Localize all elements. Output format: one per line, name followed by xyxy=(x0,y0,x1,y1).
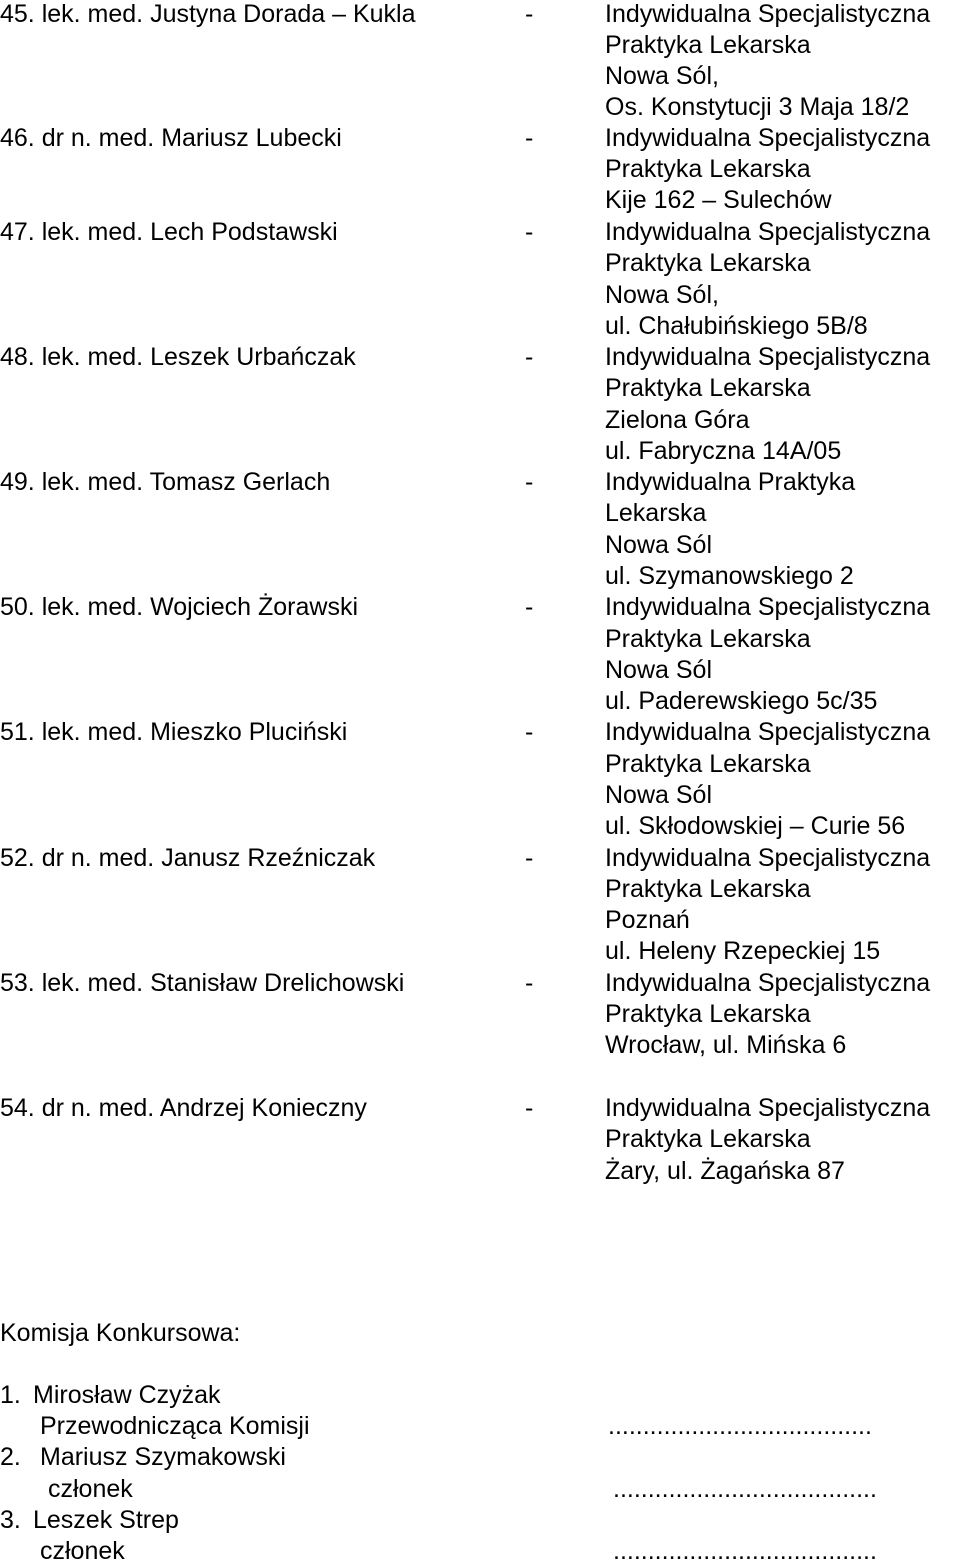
entry-dash: - xyxy=(525,718,534,746)
entry-detail: Wrocław, ul. Mińska 6 xyxy=(605,1031,847,1059)
entry-name: 54. dr n. med. Andrzej Konieczny xyxy=(0,1094,367,1122)
member-number: 1. xyxy=(0,1381,21,1409)
entry-dash: - xyxy=(525,0,534,28)
entry-detail: Indywidualna Specjalistyczna xyxy=(605,124,931,152)
entry-detail: Nowa Sól xyxy=(605,656,712,684)
entry-detail: Indywidualna Specjalistyczna xyxy=(605,218,931,246)
entry-detail: ul. Skłodowskiej – Curie 56 xyxy=(605,812,906,840)
member-number: 3. xyxy=(0,1506,21,1534)
entry-detail: Nowa Sól xyxy=(605,781,712,809)
entry-dash: - xyxy=(525,218,534,246)
entry-detail: Praktyka Lekarska xyxy=(605,875,811,903)
signature-line: ...................................... xyxy=(613,1475,877,1503)
entry-detail: Nowa Sól, xyxy=(605,281,719,309)
entry-name: 45. lek. med. Justyna Dorada – Kukla xyxy=(0,0,416,28)
entry-detail: ul. Paderewskiego 5c/35 xyxy=(605,687,878,715)
entry-name: 49. lek. med. Tomasz Gerlach xyxy=(0,468,331,496)
entry-detail: Nowa Sól, xyxy=(605,62,719,90)
entry-detail: Praktyka Lekarska xyxy=(605,1000,811,1028)
entry-dash: - xyxy=(525,1094,534,1122)
entry-detail: ul. Chałubińskiego 5B/8 xyxy=(605,312,868,340)
entry-detail: Nowa Sól xyxy=(605,531,712,559)
entry-detail: Praktyka Lekarska xyxy=(605,1125,811,1153)
signature-line: ...................................... xyxy=(613,1537,877,1565)
entry-detail: Praktyka Lekarska xyxy=(605,249,811,277)
entry-detail: Os. Konstytucji 3 Maja 18/2 xyxy=(605,93,910,121)
entry-detail: Indywidualna Specjalistyczna xyxy=(605,969,931,997)
entry-detail: ul. Fabryczna 14A/05 xyxy=(605,437,842,465)
entry-detail: Indywidualna Specjalistyczna xyxy=(605,1094,931,1122)
entry-detail: Praktyka Lekarska xyxy=(605,374,811,402)
entry-detail: Indywidualna Specjalistyczna xyxy=(605,343,931,371)
member-name: Mirosław Czyżak xyxy=(33,1381,221,1409)
member-name: Leszek Strep xyxy=(33,1506,179,1534)
entry-name: 51. lek. med. Mieszko Pluciński xyxy=(0,718,348,746)
entry-detail: Indywidualna Specjalistyczna xyxy=(605,718,931,746)
entry-detail: Praktyka Lekarska xyxy=(605,625,811,653)
member-role: członek xyxy=(40,1537,125,1565)
entry-detail: Praktyka Lekarska xyxy=(605,155,811,183)
member-name: Mariusz Szymakowski xyxy=(40,1443,286,1471)
entry-detail: Praktyka Lekarska xyxy=(605,750,811,778)
entry-name: 48. lek. med. Leszek Urbańczak xyxy=(0,343,356,371)
entry-dash: - xyxy=(525,844,534,872)
entry-detail: Żary, ul. Żagańska 87 xyxy=(605,1157,845,1185)
entry-detail: Indywidualna Specjalistyczna xyxy=(605,844,931,872)
entry-name: 52. dr n. med. Janusz Rzeźniczak xyxy=(0,844,376,872)
entry-dash: - xyxy=(525,343,534,371)
member-role: Przewodnicząca Komisji xyxy=(40,1412,310,1440)
entry-dash: - xyxy=(525,593,534,621)
entry-name: 47. lek. med. Lech Podstawski xyxy=(0,218,338,246)
entry-detail: ul. Szymanowskiego 2 xyxy=(605,562,854,590)
entry-dash: - xyxy=(525,468,534,496)
entry-dash: - xyxy=(525,124,534,152)
entry-detail: Praktyka Lekarska xyxy=(605,31,811,59)
entry-detail: Indywidualna Specjalistyczna xyxy=(605,0,931,28)
entry-detail: Zielona Góra xyxy=(605,406,750,434)
entry-detail: Indywidualna Specjalistyczna xyxy=(605,593,931,621)
entry-dash: - xyxy=(525,969,534,997)
signature-line: ...................................... xyxy=(608,1412,872,1440)
entry-name: 46. dr n. med. Mariusz Lubecki xyxy=(0,124,342,152)
member-number: 2. xyxy=(0,1443,21,1471)
entry-detail: Lekarska xyxy=(605,499,707,527)
entry-name: 53. lek. med. Stanisław Drelichowski xyxy=(0,969,405,997)
entry-name: 50. lek. med. Wojciech Żorawski xyxy=(0,593,358,621)
entry-detail: ul. Heleny Rzepeckiej 15 xyxy=(605,937,881,965)
commission-heading: Komisja Konkursowa: xyxy=(0,1319,241,1347)
entry-detail: Poznań xyxy=(605,906,690,934)
entry-detail: Kije 162 – Sulechów xyxy=(605,186,832,214)
member-role: członek xyxy=(48,1475,133,1503)
entry-detail: Indywidualna Praktyka xyxy=(605,468,856,496)
